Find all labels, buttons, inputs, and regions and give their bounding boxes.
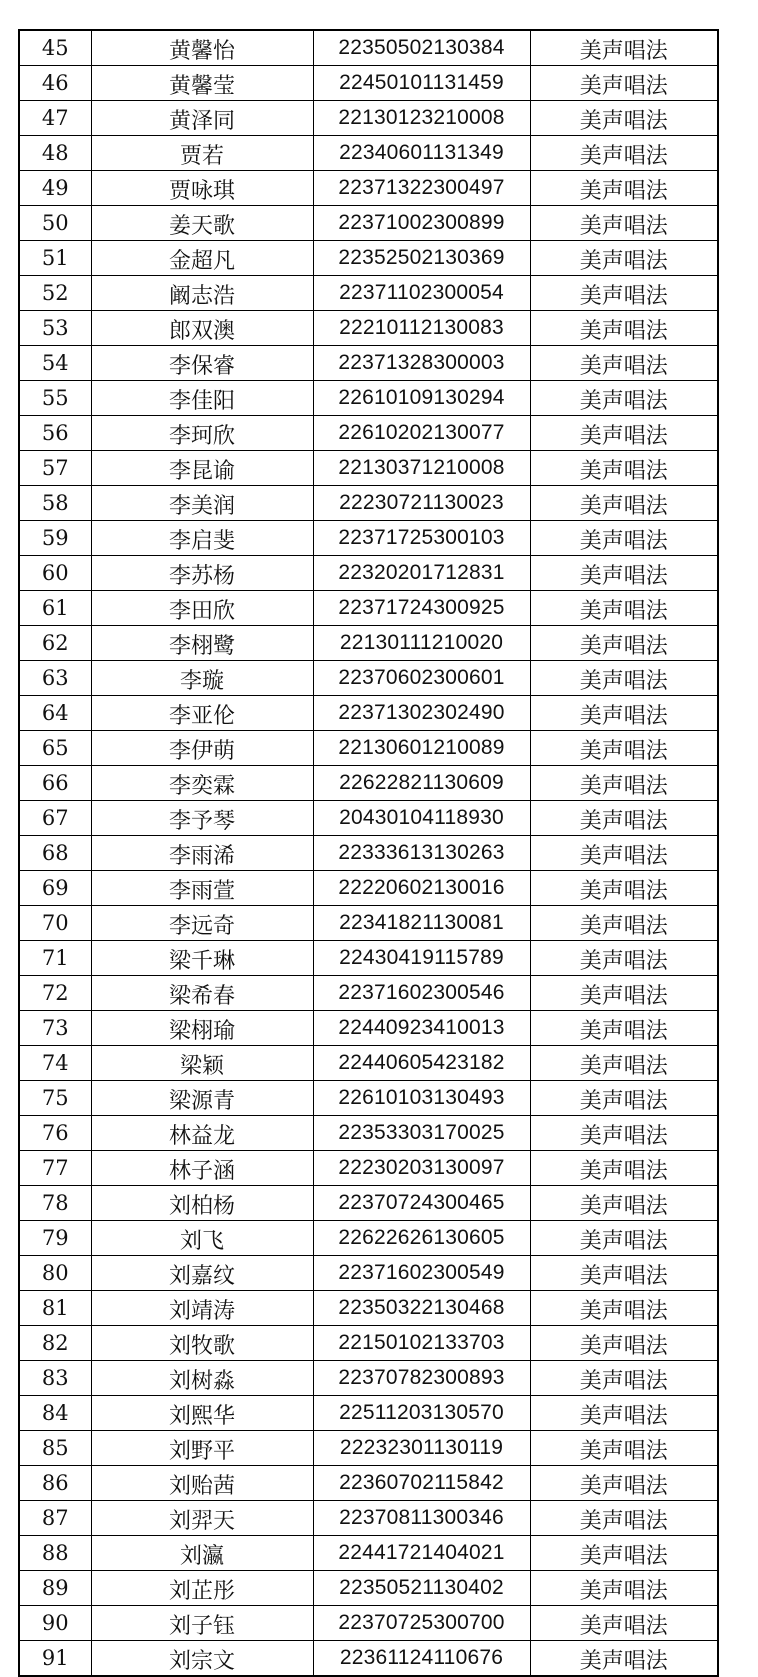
table-row (19, 626, 718, 661)
major-cell: 美声唱法 (530, 1256, 718, 1291)
major-cell: 美声唱法 (530, 1116, 718, 1151)
row-number-cell: 52 (19, 276, 91, 311)
row-number-cell: 85 (19, 1431, 91, 1466)
student-name-cell: 刘树淼 (91, 1361, 313, 1396)
student-name-cell: 贾若 (91, 136, 313, 171)
student-name-cell: 刘野平 (91, 1431, 313, 1466)
row-number-cell: 81 (19, 1291, 91, 1326)
major-cell: 美声唱法 (530, 1151, 718, 1186)
exam-id-cell: 22230203130097 (313, 1151, 530, 1186)
row-number-cell: 54 (19, 346, 91, 381)
student-name-cell: 金超凡 (91, 241, 313, 276)
student-name-cell: 黄馨怡 (91, 30, 313, 66)
row-number-cell: 73 (19, 1011, 91, 1046)
student-name-cell: 李美润 (91, 486, 313, 521)
student-name-cell: 梁颖 (91, 1046, 313, 1081)
student-name-cell: 李予琴 (91, 801, 313, 836)
exam-id-cell: 22350322130468 (313, 1291, 530, 1326)
major-cell: 美声唱法 (530, 1326, 718, 1361)
student-name-cell: 李亚伦 (91, 696, 313, 731)
major-cell: 美声唱法 (530, 381, 718, 416)
row-number-cell: 89 (19, 1571, 91, 1606)
table-row (19, 1011, 718, 1046)
student-name-cell: 阚志浩 (91, 276, 313, 311)
table-row (19, 556, 718, 591)
student-name-cell: 李雨萱 (91, 871, 313, 906)
major-cell: 美声唱法 (530, 1606, 718, 1641)
exam-id-cell: 22333613130263 (313, 836, 530, 871)
student-name-cell: 刘牧歌 (91, 1326, 313, 1361)
row-number-cell: 90 (19, 1606, 91, 1641)
row-number-cell: 79 (19, 1221, 91, 1256)
major-cell: 美声唱法 (530, 30, 718, 66)
major-cell: 美声唱法 (530, 1641, 718, 1677)
exam-id-cell: 22232301130119 (313, 1431, 530, 1466)
exam-id-cell: 22371724300925 (313, 591, 530, 626)
row-number-cell: 72 (19, 976, 91, 1011)
row-number-cell: 74 (19, 1046, 91, 1081)
exam-id-cell: 22370725300700 (313, 1606, 530, 1641)
exam-id-cell: 22341821130081 (313, 906, 530, 941)
major-cell: 美声唱法 (530, 976, 718, 1011)
table-row (19, 836, 718, 871)
table-row (19, 1536, 718, 1571)
student-name-cell: 刘宗文 (91, 1641, 313, 1677)
major-cell: 美声唱法 (530, 521, 718, 556)
row-number-cell: 65 (19, 731, 91, 766)
exam-id-cell: 22361124110676 (313, 1641, 530, 1677)
table-row (19, 766, 718, 801)
major-cell: 美声唱法 (530, 836, 718, 871)
table-row (19, 696, 718, 731)
student-name-cell: 刘芷彤 (91, 1571, 313, 1606)
row-number-cell: 70 (19, 906, 91, 941)
major-cell: 美声唱法 (530, 1186, 718, 1221)
student-name-cell: 刘靖涛 (91, 1291, 313, 1326)
table-row (19, 1151, 718, 1186)
student-name-cell: 黄馨莹 (91, 66, 313, 101)
exam-id-cell: 22371602300549 (313, 1256, 530, 1291)
student-name-cell: 郎双澳 (91, 311, 313, 346)
table-row (19, 171, 718, 206)
table-row (19, 1431, 718, 1466)
row-number-cell: 47 (19, 101, 91, 136)
exam-id-cell: 22610109130294 (313, 381, 530, 416)
exam-id-cell: 22370602300601 (313, 661, 530, 696)
table-row (19, 276, 718, 311)
table-row (19, 1606, 718, 1641)
major-cell: 美声唱法 (530, 276, 718, 311)
exam-id-cell: 22370724300465 (313, 1186, 530, 1221)
major-cell: 美声唱法 (530, 1431, 718, 1466)
student-name-cell: 刘贻茜 (91, 1466, 313, 1501)
major-cell: 美声唱法 (530, 941, 718, 976)
exam-id-cell: 22371002300899 (313, 206, 530, 241)
student-name-cell: 梁栩瑜 (91, 1011, 313, 1046)
student-name-cell: 刘瀛 (91, 1536, 313, 1571)
table-row (19, 101, 718, 136)
exam-id-cell: 22622821130609 (313, 766, 530, 801)
major-cell: 美声唱法 (530, 696, 718, 731)
table-row (19, 1256, 718, 1291)
major-cell: 美声唱法 (530, 1361, 718, 1396)
student-name-cell: 李栩鹭 (91, 626, 313, 661)
table-row (19, 731, 718, 766)
student-name-cell: 姜天歌 (91, 206, 313, 241)
student-name-cell: 李奕霖 (91, 766, 313, 801)
exam-id-cell: 22370782300893 (313, 1361, 530, 1396)
table-row (19, 1641, 718, 1677)
row-number-cell: 80 (19, 1256, 91, 1291)
candidate-table-body (19, 30, 718, 1676)
major-cell: 美声唱法 (530, 171, 718, 206)
student-name-cell: 李伊萌 (91, 731, 313, 766)
exam-id-cell: 22511203130570 (313, 1396, 530, 1431)
table-row (19, 1571, 718, 1606)
exam-id-cell: 22371322300497 (313, 171, 530, 206)
table-row (19, 1116, 718, 1151)
candidate-table (18, 29, 719, 1677)
table-row (19, 1046, 718, 1081)
major-cell: 美声唱法 (530, 486, 718, 521)
major-cell: 美声唱法 (530, 766, 718, 801)
row-number-cell: 78 (19, 1186, 91, 1221)
row-number-cell: 71 (19, 941, 91, 976)
student-name-cell: 刘柏杨 (91, 1186, 313, 1221)
exam-id-cell: 22441721404021 (313, 1536, 530, 1571)
exam-id-cell: 22130371210008 (313, 451, 530, 486)
row-number-cell: 83 (19, 1361, 91, 1396)
exam-id-cell: 22360702115842 (313, 1466, 530, 1501)
exam-id-cell: 22350502130384 (313, 30, 530, 66)
table-row (19, 311, 718, 346)
student-name-cell: 林益龙 (91, 1116, 313, 1151)
exam-id-cell: 22371602300546 (313, 976, 530, 1011)
exam-id-cell: 22371725300103 (313, 521, 530, 556)
major-cell: 美声唱法 (530, 871, 718, 906)
student-name-cell: 刘熙华 (91, 1396, 313, 1431)
row-number-cell: 63 (19, 661, 91, 696)
student-name-cell: 贾咏琪 (91, 171, 313, 206)
row-number-cell: 48 (19, 136, 91, 171)
student-name-cell: 李昆谕 (91, 451, 313, 486)
major-cell: 美声唱法 (530, 1536, 718, 1571)
student-name-cell: 李启斐 (91, 521, 313, 556)
exam-id-cell: 22371328300003 (313, 346, 530, 381)
row-number-cell: 76 (19, 1116, 91, 1151)
row-number-cell: 66 (19, 766, 91, 801)
exam-id-cell: 22440923410013 (313, 1011, 530, 1046)
exam-id-cell: 22610202130077 (313, 416, 530, 451)
table-row (19, 241, 718, 276)
student-name-cell: 黄泽同 (91, 101, 313, 136)
exam-id-cell: 22210112130083 (313, 311, 530, 346)
table-row (19, 871, 718, 906)
major-cell: 美声唱法 (530, 136, 718, 171)
major-cell: 美声唱法 (530, 451, 718, 486)
exam-id-cell: 22353303170025 (313, 1116, 530, 1151)
exam-id-cell: 22622626130605 (313, 1221, 530, 1256)
exam-id-cell: 22230721130023 (313, 486, 530, 521)
table-row (19, 66, 718, 101)
student-name-cell: 李苏杨 (91, 556, 313, 591)
table-row (19, 1081, 718, 1116)
table-row (19, 1221, 718, 1256)
major-cell: 美声唱法 (530, 556, 718, 591)
exam-id-cell: 22220602130016 (313, 871, 530, 906)
major-cell: 美声唱法 (530, 311, 718, 346)
row-number-cell: 55 (19, 381, 91, 416)
row-number-cell: 68 (19, 836, 91, 871)
table-row (19, 136, 718, 171)
student-name-cell: 刘子钰 (91, 1606, 313, 1641)
table-row (19, 381, 718, 416)
table-row (19, 1291, 718, 1326)
table-row (19, 1326, 718, 1361)
row-number-cell: 53 (19, 311, 91, 346)
student-name-cell: 刘嘉纹 (91, 1256, 313, 1291)
major-cell: 美声唱法 (530, 906, 718, 941)
table-row (19, 1186, 718, 1221)
major-cell: 美声唱法 (530, 1011, 718, 1046)
major-cell: 美声唱法 (530, 101, 718, 136)
exam-id-cell: 22610103130493 (313, 1081, 530, 1116)
student-name-cell: 刘飞 (91, 1221, 313, 1256)
student-name-cell: 李珂欣 (91, 416, 313, 451)
exam-id-cell: 22350521130402 (313, 1571, 530, 1606)
major-cell: 美声唱法 (530, 1221, 718, 1256)
exam-id-cell: 22150102133703 (313, 1326, 530, 1361)
student-name-cell: 李保睿 (91, 346, 313, 381)
table-row (19, 661, 718, 696)
student-name-cell: 李雨浠 (91, 836, 313, 871)
table-row (19, 30, 718, 66)
exam-id-cell: 22370811300346 (313, 1501, 530, 1536)
row-number-cell: 88 (19, 1536, 91, 1571)
row-number-cell: 67 (19, 801, 91, 836)
row-number-cell: 45 (19, 30, 91, 66)
exam-id-cell: 22450101131459 (313, 66, 530, 101)
table-row (19, 1361, 718, 1396)
student-name-cell: 李佳阳 (91, 381, 313, 416)
row-number-cell: 56 (19, 416, 91, 451)
table-row (19, 521, 718, 556)
row-number-cell: 69 (19, 871, 91, 906)
row-number-cell: 61 (19, 591, 91, 626)
student-name-cell: 梁希春 (91, 976, 313, 1011)
major-cell: 美声唱法 (530, 206, 718, 241)
table-row (19, 346, 718, 381)
table-row (19, 1466, 718, 1501)
table-row (19, 486, 718, 521)
exam-id-cell: 22130601210089 (313, 731, 530, 766)
exam-id-cell: 22430419115789 (313, 941, 530, 976)
table-row (19, 591, 718, 626)
exam-id-cell: 22371102300054 (313, 276, 530, 311)
student-name-cell: 梁源青 (91, 1081, 313, 1116)
student-name-cell: 梁千琳 (91, 941, 313, 976)
table-row (19, 1396, 718, 1431)
row-number-cell: 64 (19, 696, 91, 731)
exam-id-cell: 22371302302490 (313, 696, 530, 731)
major-cell: 美声唱法 (530, 416, 718, 451)
major-cell: 美声唱法 (530, 1396, 718, 1431)
major-cell: 美声唱法 (530, 1571, 718, 1606)
exam-id-cell: 22320201712831 (313, 556, 530, 591)
major-cell: 美声唱法 (530, 1046, 718, 1081)
row-number-cell: 86 (19, 1466, 91, 1501)
student-name-cell: 刘羿天 (91, 1501, 313, 1536)
major-cell: 美声唱法 (530, 1466, 718, 1501)
table-row (19, 206, 718, 241)
student-name-cell: 李远奇 (91, 906, 313, 941)
table-row (19, 801, 718, 836)
exam-id-cell: 22130111210020 (313, 626, 530, 661)
major-cell: 美声唱法 (530, 731, 718, 766)
row-number-cell: 91 (19, 1641, 91, 1677)
major-cell: 美声唱法 (530, 66, 718, 101)
row-number-cell: 60 (19, 556, 91, 591)
table-row (19, 1501, 718, 1536)
major-cell: 美声唱法 (530, 1081, 718, 1116)
major-cell: 美声唱法 (530, 241, 718, 276)
row-number-cell: 59 (19, 521, 91, 556)
exam-id-cell: 22340601131349 (313, 136, 530, 171)
row-number-cell: 49 (19, 171, 91, 206)
exam-id-cell: 22130123210008 (313, 101, 530, 136)
major-cell: 美声唱法 (530, 346, 718, 381)
table-row (19, 976, 718, 1011)
major-cell: 美声唱法 (530, 1501, 718, 1536)
row-number-cell: 50 (19, 206, 91, 241)
row-number-cell: 46 (19, 66, 91, 101)
table-row (19, 941, 718, 976)
major-cell: 美声唱法 (530, 661, 718, 696)
row-number-cell: 87 (19, 1501, 91, 1536)
exam-id-cell: 22440605423182 (313, 1046, 530, 1081)
major-cell: 美声唱法 (530, 591, 718, 626)
table-row (19, 906, 718, 941)
table-row (19, 416, 718, 451)
exam-id-cell: 22352502130369 (313, 241, 530, 276)
major-cell: 美声唱法 (530, 1291, 718, 1326)
row-number-cell: 51 (19, 241, 91, 276)
student-name-cell: 李璇 (91, 661, 313, 696)
student-name-cell: 林子涵 (91, 1151, 313, 1186)
row-number-cell: 82 (19, 1326, 91, 1361)
row-number-cell: 77 (19, 1151, 91, 1186)
major-cell: 美声唱法 (530, 626, 718, 661)
student-name-cell: 李田欣 (91, 591, 313, 626)
exam-id-cell: 20430104118930 (313, 801, 530, 836)
row-number-cell: 84 (19, 1396, 91, 1431)
table-row (19, 451, 718, 486)
row-number-cell: 57 (19, 451, 91, 486)
major-cell: 美声唱法 (530, 801, 718, 836)
row-number-cell: 58 (19, 486, 91, 521)
row-number-cell: 62 (19, 626, 91, 661)
row-number-cell: 75 (19, 1081, 91, 1116)
